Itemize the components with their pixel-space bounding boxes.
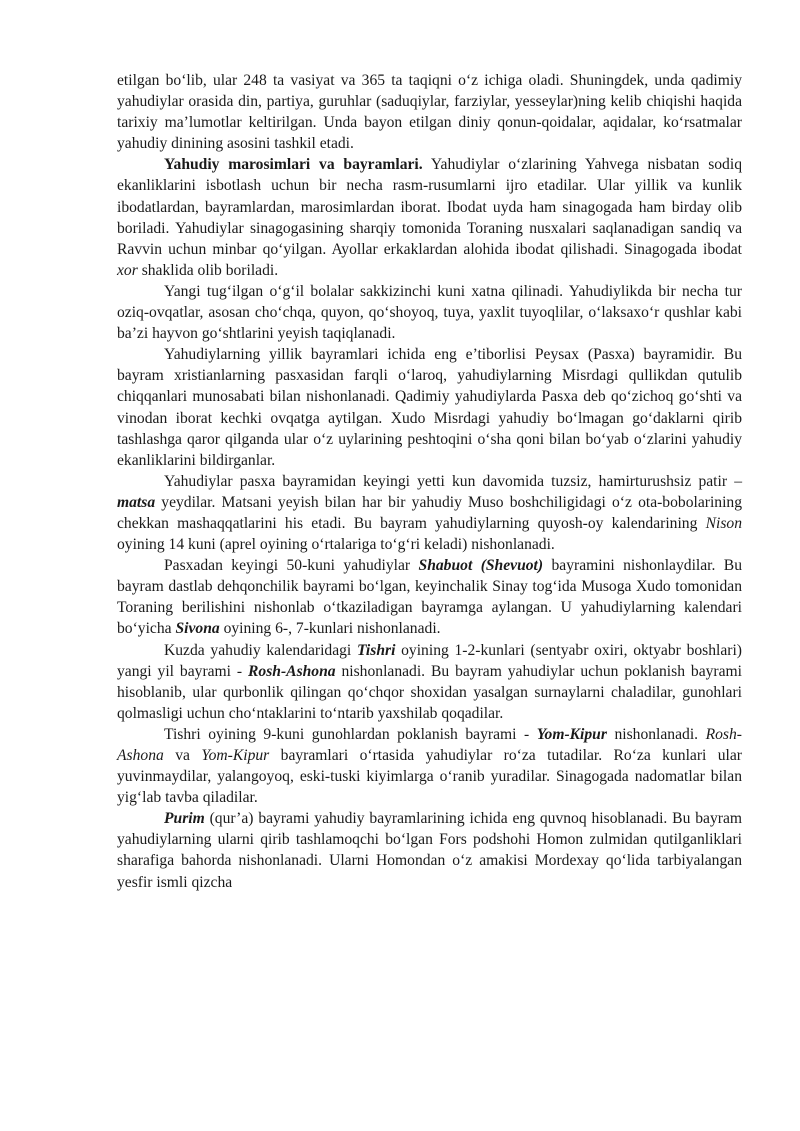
text-run: Yahudiylarning yillik bayramlari ichida eng e’tiborlisi Peysax (Pasxa) bayramidir. Bu bayram xristianlarning pasxasidan farqli o‘laroq, yahudiylarning Misrdagi qullikdan qutulib chiqqanlari munosabati bilan nishonlanadi. Qadimiy yahudiylarda Pasxa deb qo‘zichoq go‘shti va vinodan iborat kechki ovqatga aytilgan. Xudo Misrdagi yahudiy bo‘lmagan go‘daklarni qirib tashlashga qaror qilganda ular o‘z uylarining peshtoqini o‘sha qoni bilan bo‘yab o‘zlarini yahudiy ekanliklarini bildirganlar. — [117, 346, 742, 469]
text-run: Tishri oyining 9-kuni gunohlardan poklanish bayrami - — [164, 725, 537, 743]
document-page — [117, 70, 742, 893]
term-rosh-ashona: Rosh-Ashona — [248, 662, 336, 680]
term-nison: Nison — [705, 514, 742, 532]
paragraph-intro — [117, 70, 742, 154]
text-run: (qur’a) bayrami yahudiy bayramlarining ichida eng quvnoq hisoblanadi. Bu bayram yahudiylarning ularni qirib tashlamoqchi bo‘lgan Fors podshohi Homon zulmidan qutilganliklari sharafiga bahorda nishonlanadi. Ularni Homondan o‘z amakisi Mordexay qo‘lida tarbiyalangan yesfir ismli qizcha — [117, 810, 742, 891]
text-run: Yahudiylar pasxa bayramidan keyingi yetti kun davomida tuzsiz, hamirturushsiz patir – — [164, 472, 742, 490]
section-heading: Yahudiy marosimlari va bayramlari. — [164, 156, 423, 174]
text-run: oyining 1-2-kunlari (sentyabr oxiri, oktyabr boshlari) yangi yil bayrami - — [117, 641, 742, 680]
term-matsa: matsa — [117, 493, 156, 511]
text-run: nishonlanadi. Bu bayram yahudiylar uchun poklanish bayrami hisoblanib, ular qurbonlik qilingan qo‘chqor shoxidan yasalgan surnaylarni chaladilar, gunohlari qolmasligi uchun cho‘ntaklarini to‘ntarib yaxshilab qoqadilar. — [117, 662, 743, 722]
text-run: bayramini nishonlaydilar. Bu bayram dastlab dehqonchilik bayrami bo‘lgan, keyinchalik Sinay tog‘ida Musoga Xudo tomonidan Toraning berilishini nishonlab o‘tkaziladigan bayramga aylangan. U yahudiylarning kalendari bo‘yicha — [117, 557, 742, 638]
paragraph-circumcision — [117, 281, 742, 344]
text-run: va — [163, 747, 202, 764]
text-run-italic: xor — [117, 261, 138, 279]
term-sivona: Sivona — [175, 620, 220, 638]
text-run: Yahudiylar o‘zlarining Yahvega nisbatan sodiq ekanliklarini isbotlash uchun bir necha rasm-rusumlarni ijro etadilar. Ular yillik va kunlik ibodatlardan, bayramlardan, marosimlardan iborat. Ibodat uyda ham sinagogada ham birday olib boriladi. Yahudiylar sinagogasining sharqiy tomonida Toraning nusxalari saqlanadigan sandiq va Ravvin uchun minbar qo‘yilgan. Ayollar erkaklardan alohida ibodat qilishadi. Sinagogada ibodat — [117, 156, 742, 258]
text-run: Pasxadan keyingi 50-kuni yahudiylar — [164, 557, 419, 575]
term-yom-kipur: Yom-Kipur — [536, 725, 607, 743]
paragraph-yom-kipur — [117, 724, 742, 808]
paragraph-purim — [117, 808, 742, 892]
text-run: Kuzda yahudiy kalendaridagi — [164, 641, 357, 659]
term-rosh-ashona-italic: Rosh-Ashona — [117, 725, 742, 764]
term-purim: Purim — [164, 810, 205, 828]
paragraph-rosh-ashona — [117, 640, 742, 724]
term-yom-kipur-italic: Yom-Kipur — [201, 747, 270, 764]
paragraph-shabuot — [117, 555, 742, 639]
text-run: nishonlanadi. — [606, 725, 706, 743]
text-run: yeydilar. Matsani yeyish bilan har bir yahudiy Muso boshchiligidagi o‘z ota-bobolarining chekkan mashaqqatlarini his etadi. Bu bayram yahudiylarning quyosh-oy kalendarining — [117, 493, 742, 532]
term-tishri: Tishri — [356, 641, 396, 659]
paragraph-pesach — [117, 344, 742, 471]
paragraph-rituals — [117, 154, 742, 281]
term-shabuot: Shabuot (Shevuot) — [418, 557, 544, 575]
text-run: etilgan bo‘lib, ular 248 ta vasiyat va 365 ta taqiqni o‘z ichiga oladi. Shuningdek, unda qadimiy yahudiylar orasida din, partiya, guruhlar (saduqiylar, farziylar, yesseylar)ning kelib chiqishi haqida tarixiy ma’lumotlar keltirilgan. Unda bayon etilgan diniy qonun-qoidalar, aqidalar, ko‘rsatmalar yahudiy dinining asosini tashkil etadi. — [117, 72, 742, 153]
text-run: oyining 14 kuni (aprel oyining o‘rtalariga to‘g‘ri keladi) nishonlanadi. — [117, 536, 555, 554]
text-run: bayramlari o‘rtasida yahudiylar ro‘za tutadilar. Ro‘za kunlari ular yuvinmaydilar, yalangoyoq, eski-tuski kiyimlarga o‘ranib yuradilar. Sinagogada nadomatlar bilan yig‘lab tavba qiladilar. — [117, 747, 743, 807]
paragraph-matsa — [117, 471, 742, 555]
text-run: shaklida olib boriladi. — [137, 261, 279, 279]
text-run: Yangi tug‘ilgan o‘g‘il bolalar sakkizinchi kuni xatna qilinadi. Yahudiylikda bir necha tur oziq-ovqatlar, asosan cho‘chqa, quyon, qo‘shoyoq, tuya, yaxlit tuyoqlilar, o‘laksaxo‘r qushlar kabi ba’zi hayvon go‘shtlarini yeyish taqiqlanadi. — [117, 282, 742, 343]
text-run: oyining 6-, 7-kunlari nishonlanadi. — [219, 620, 441, 638]
